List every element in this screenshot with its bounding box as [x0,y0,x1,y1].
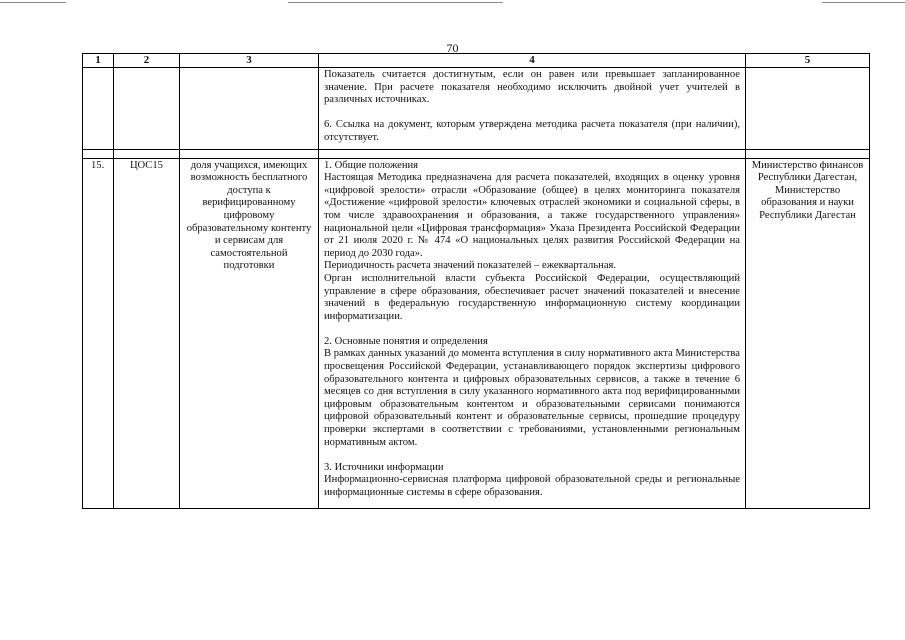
empty-cell [83,68,114,150]
top-rule-middle [288,2,503,3]
table-row [83,158,870,508]
indicator-code: ЦОС15 [114,158,180,508]
indicator-name: доля учащихся, имеющих возможность бесплатного доступа к верифицированному цифровому образовательному контенту и сервисам для самостоятельной подготовки [180,158,319,508]
column-number-4: 4 [319,54,746,68]
paragraph: Настоящая Методика предназначена для расчета показателей, входящих в оценку уровня «цифровой зрелости» отрасли «Образование (общее) в целях мониторинга показателя «Достижение «цифровой зрелости» ключевых отраслей экономики и социальной сферы, в том числе здравоохранения и образования, а также государственного управления» национальной цели «Цифровая трансформация» Указа Президента Российской Федерации от 21 июля 2020 г. № 474 «О национальных целях развития Российской Федерации на период до 2030 года». [324,172,740,259]
section-title: 2. Основные понятия и определения [324,335,488,347]
section-title: 3. Источники информации [324,461,444,473]
empty-cell [114,68,180,150]
column-number-5: 5 [746,54,870,68]
column-number-2: 2 [114,54,180,68]
paragraph: В рамках данных указаний до момента вступления в силу нормативного акта Министерства просвещения Российской Федерации, устанавливающего порядок экспертизы цифрового образовательного контента и цифровых образовательных сервисов, а также в течение 6 месяцев со дня вступления в силу указанного нормативного акта под верифицированными цифровым образовательным контентом и образовательными сервисами понимаются цифровой образовательный контент и образовательные сервисы, прошедшие процедуру проверки экспертами в соответствии с требованиями, установленными региональным нормативным актом. [324,348,740,448]
paragraph: Информационно-сервисная платформа цифровой образовательной среды и региональные информационные системы в сфере образования. [324,474,740,498]
paragraph: Показатель считается достигнутым, если он равен или превышает запланированное значение. При расчете показателя необходимо исключить двойной учет учителей в различных источниках. [324,69,740,106]
spacer-row [83,149,870,158]
continuation-row [83,68,870,150]
paragraph: Орган исполнительной власти субъекта Российской Федерации, осуществляющий управление в сфере образования, обеспечивает расчет значений показателей и внесение значений в федеральную государственную информационную систему координации информатизации. [324,272,740,322]
empty-cell [746,68,870,150]
methodology-description [319,158,746,508]
section-title: 1. Общие положения [324,159,419,171]
page-number: 70 [446,41,459,55]
section-sources [324,462,740,500]
row-number: 15. [83,158,114,508]
section-definitions [324,336,740,449]
top-rule-right [822,2,905,3]
top-rule-left [0,2,66,3]
continuation-description [319,68,746,150]
section-general [324,160,740,324]
empty-cell [180,68,319,150]
paragraph: Периодичность расчета значений показателей – ежеквартальная. [324,260,617,272]
column-number-1: 1 [83,54,114,68]
column-number-3: 3 [180,54,319,68]
paragraph: 6. Ссылка на документ, которым утверждена методика расчета показателя (при наличии), отсутствует. [324,119,740,143]
methodology-table [82,53,870,509]
responsible-bodies: Министерство финансов Республики Дагестан, Министерство образования и науки Республики Дагестан [746,158,870,508]
table-header-row [83,54,870,68]
